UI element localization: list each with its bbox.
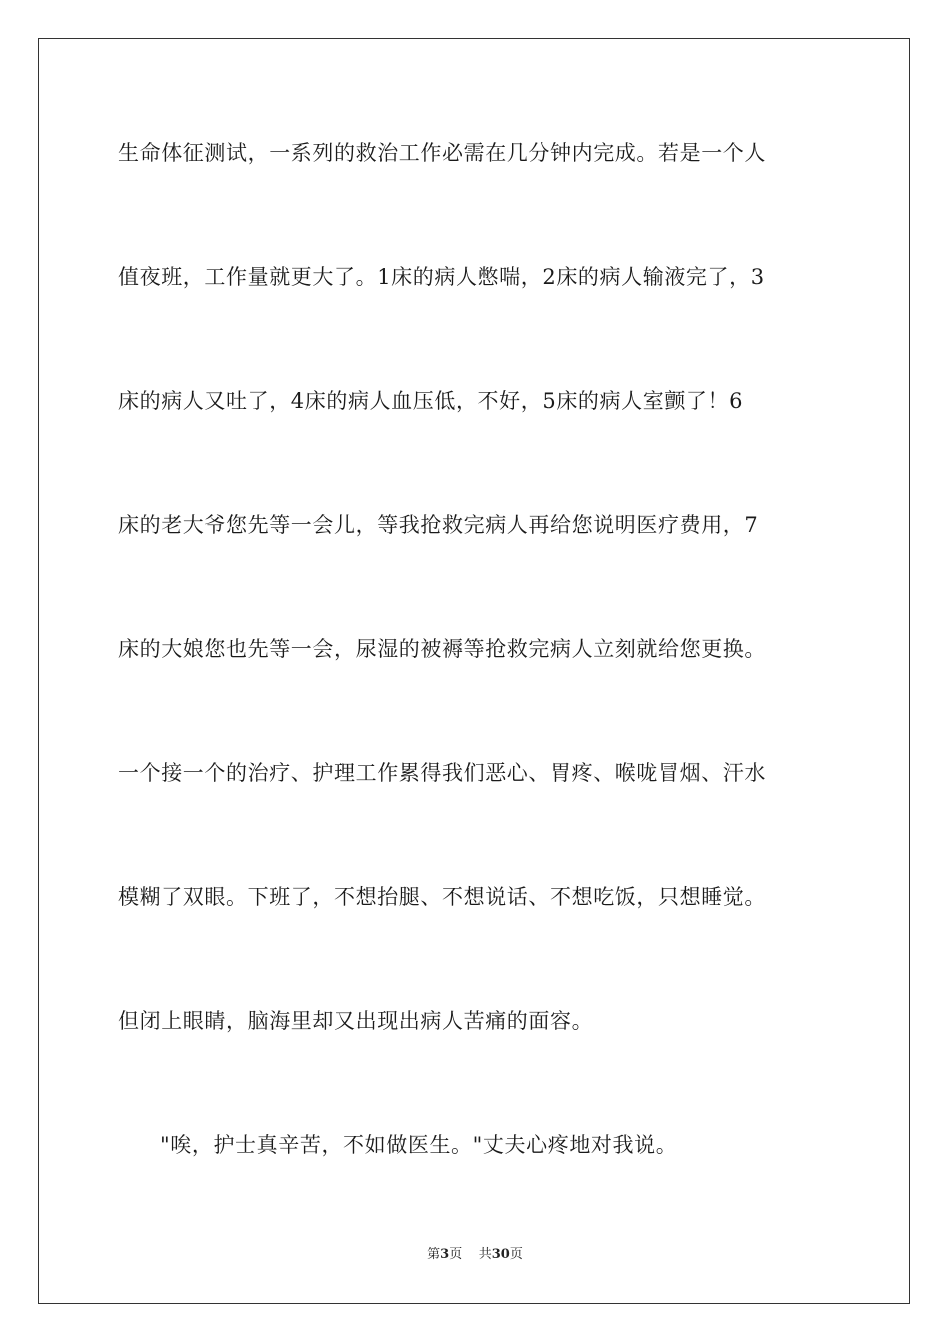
body-line-6: 一个接一个的治疗、护理工作累得我们恶心、胃疼、喉咙冒烟、汗水 bbox=[118, 761, 766, 785]
body-line-4: 床的老大爷您先等一会儿，等我抢救完病人再给您说明医疗费用，7 bbox=[118, 513, 759, 537]
page-number: 3 bbox=[440, 1247, 450, 1262]
total-pages: 30 bbox=[491, 1247, 510, 1262]
body-line-9-quote: "唉，护士真辛苦，不如做医生。"丈夫心疼地对我说。 bbox=[160, 1133, 678, 1157]
body-line-5: 床的大娘您也先等一会，尿湿的被褥等抢救完病人立刻就给您更换。 bbox=[118, 637, 766, 661]
body-line-3: 床的病人又吐了，4床的病人血压低，不好，5床的病人室颤了！6 bbox=[118, 389, 744, 413]
body-line-1: 生命体征测试，一系列的救治工作必需在几分钟内完成。若是一个人 bbox=[118, 141, 766, 165]
body-line-8: 但闭上眼睛，脑海里却又出现出病人苦痛的面容。 bbox=[118, 1009, 594, 1033]
total-suffix: 页 bbox=[509, 1247, 523, 1262]
page-footer bbox=[0, 1246, 950, 1264]
body-line-7: 模糊了双眼。下班了，不想抬腿、不想说话、不想吃饭，只想睡觉。 bbox=[118, 885, 766, 909]
page-suffix: 页 bbox=[449, 1247, 463, 1262]
total-prefix: 共 bbox=[478, 1247, 492, 1262]
page-border bbox=[38, 38, 910, 1304]
body-line-2: 值夜班，工作量就更大了。1床的病人憋喘，2床的病人输液完了，3 bbox=[118, 265, 765, 289]
page-prefix: 第 bbox=[427, 1247, 441, 1262]
